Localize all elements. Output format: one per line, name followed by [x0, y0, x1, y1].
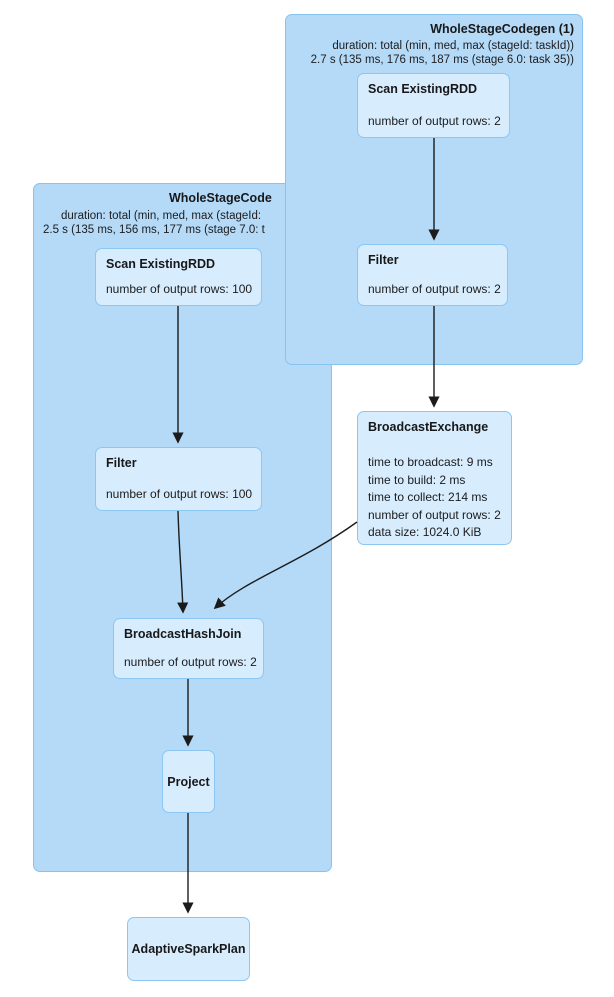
- node-filter-2: [95, 447, 262, 511]
- node-title: BroadcastExchange: [368, 420, 489, 434]
- node-title: Scan ExistingRDD: [368, 82, 478, 96]
- cluster-title: WholeStageCode: [169, 191, 272, 205]
- cluster-wholestagecodegen-1: [285, 14, 583, 365]
- node-title: Project: [167, 774, 210, 789]
- node-metric: time to broadcast: 9 ms: [368, 455, 493, 469]
- cluster-duration-label: duration: total (min, med, max (stageId:: [61, 210, 262, 222]
- node-metric: number of output rows: 100: [106, 282, 253, 296]
- node-project: [162, 750, 215, 813]
- node-title: Scan ExistingRDD: [106, 257, 216, 271]
- node-filter-1: [357, 244, 508, 306]
- cluster-title: WholeStageCodegen (1): [430, 22, 574, 36]
- cluster-duration-value: 2.7 s (135 ms, 176 ms, 187 ms (stage 6.0: task 35)): [310, 54, 574, 66]
- node-title: Filter: [368, 253, 399, 267]
- node-metric: number of output rows: 2: [368, 114, 501, 128]
- node-adaptive-spark-plan: [127, 917, 250, 981]
- node-title: AdaptiveSparkPlan: [131, 942, 246, 956]
- node-metrics-list: [368, 454, 505, 542]
- node-metric: number of output rows: 100: [106, 487, 253, 501]
- node-broadcast-exchange: [357, 411, 512, 545]
- node-scan-existingrdd-2: [95, 248, 262, 306]
- cluster-duration-value: 2.5 s (135 ms, 156 ms, 177 ms (stage 7.0: t: [43, 224, 265, 236]
- node-metric: time to collect: 214 ms: [368, 490, 488, 504]
- node-scan-existingrdd-1: [357, 73, 510, 138]
- node-title: Filter: [106, 456, 137, 470]
- node-metric: data size: 1024.0 KiB: [368, 525, 482, 539]
- node-metric: number of output rows: 2: [368, 282, 501, 296]
- node-metric: number of output rows: 2: [124, 655, 257, 669]
- node-metric: number of output rows: 2: [368, 507, 501, 522]
- node-title: BroadcastHashJoin: [124, 627, 242, 641]
- node-metric: time to build: 2 ms: [368, 472, 466, 487]
- cluster-duration-label: duration: total (min, med, max (stageId: taskId)): [332, 40, 574, 52]
- node-broadcast-hash-join: [113, 618, 264, 679]
